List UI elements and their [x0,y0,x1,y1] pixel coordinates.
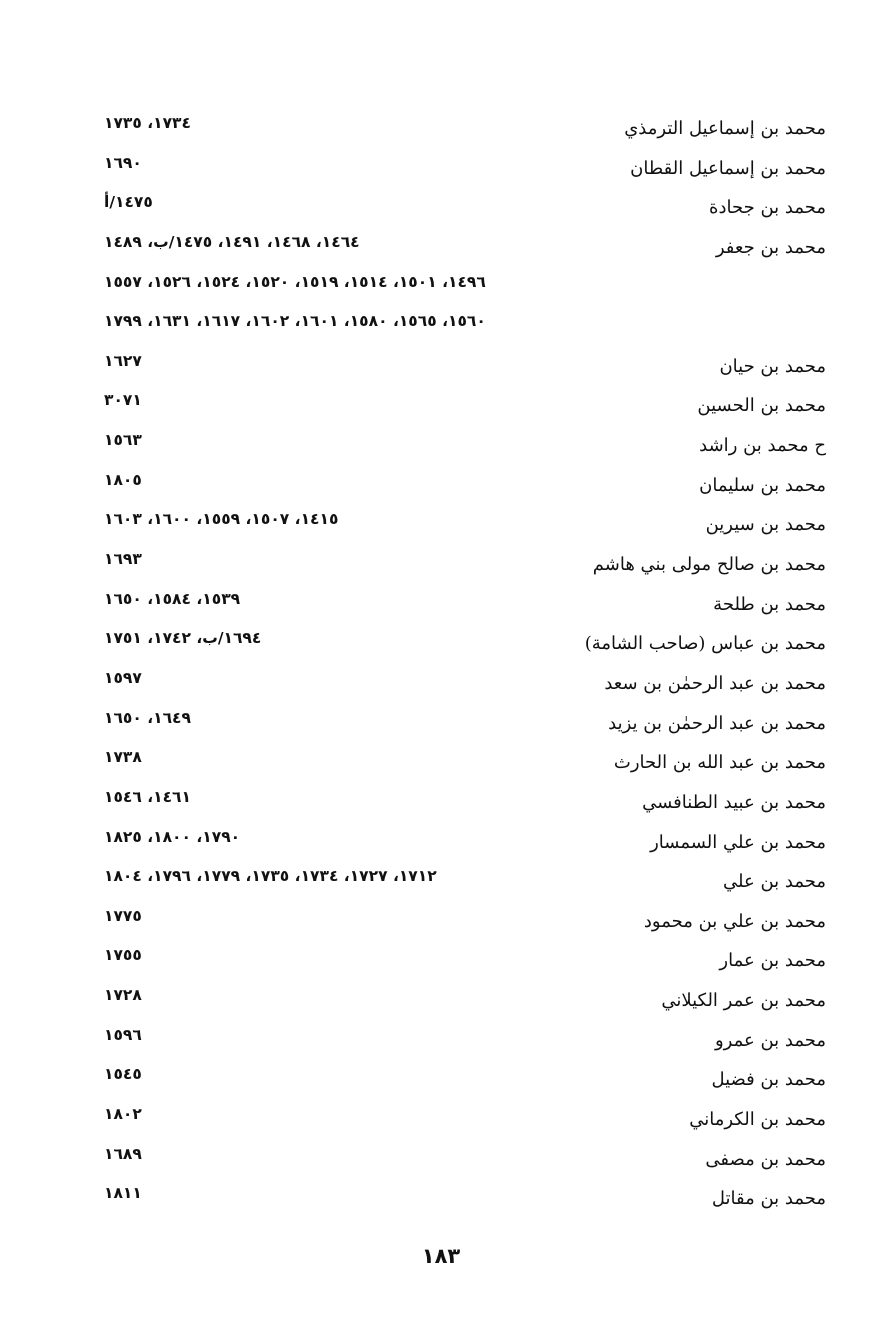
hadith-references: ١٤١٥، ١٥٠٧، ١٥٥٩، ١٦٠٠، ١٦٠٣ [104,510,339,529]
narrator-name: محمد بن الكرماني [689,1109,826,1131]
narrator-name: محمد بن جحادة [709,197,826,219]
hadith-references: ١٧٣٨ [104,748,142,767]
narrator-name: محمد بن عبد الرحمٰن بن سعد [604,672,826,694]
index-entry [104,1061,826,1101]
hadith-references: ١٧٢٨ [104,986,142,1005]
index-entry [104,1101,826,1141]
narrator-name: محمد بن مصفى [705,1148,826,1170]
narrator-name: محمد بن جعفر [715,236,826,258]
index-entry [104,387,826,427]
hadith-references: ١٤٦٤، ١٤٦٨، ١٤٩١، ١٤٧٥/ب، ١٤٨٩ [104,232,360,251]
narrator-name: محمد بن صالح مولى بني هاشم [592,554,826,576]
narrator-name: محمد بن عبد الرحمٰن بن يزيد [608,712,826,734]
index-entry [104,982,826,1022]
page-number: ١٨٣ [421,1244,461,1268]
hadith-references: ١٦٢٧ [104,351,142,370]
index-entry [104,467,826,507]
index-entry [104,269,826,309]
index-entry [104,705,826,745]
narrator-name: محمد بن عبد الله بن الحارث [613,752,826,774]
hadith-references: ١٥٣٩، ١٥٨٤، ١٦٥٠ [104,589,241,608]
narrator-name: محمد بن طلحة [713,593,826,615]
hadith-references: ١٤٦١، ١٥٤٦ [104,787,191,806]
narrator-name: محمد بن عمرو [714,1029,826,1051]
hadith-references: ١٨٠٢ [104,1105,142,1124]
index-entry [104,348,826,388]
hadith-references: ١٧١٢، ١٧٢٧، ١٧٣٤، ١٧٣٥، ١٧٧٩، ١٧٩٦، ١٨٠٤ [104,867,437,886]
index-entry [104,110,826,150]
index-entry [104,229,826,269]
index-entry [104,308,826,348]
narrator-name: محمد بن حيان [719,355,826,377]
index-entry [104,1141,826,1181]
index-entry [104,506,826,546]
hadith-references: ١٥٩٦ [104,1025,142,1044]
hadith-references: ١٨٠٥ [104,470,142,489]
index-entry [104,863,826,903]
index-entry [104,546,826,586]
hadith-references: ١٦٨٩ [104,1144,142,1163]
index-entry [104,784,826,824]
narrator-name: محمد بن عبيد الطنافسي [642,791,826,813]
narrator-name: محمد بن سليمان [699,474,826,496]
narrator-name: محمد بن علي بن محمود [643,910,826,932]
narrator-name: محمد بن مقاتل [711,1188,826,1210]
index-entry [104,150,826,190]
index-entry [104,903,826,943]
index-entry [104,586,826,626]
narrator-name: محمد بن الحسين [697,395,826,417]
narrator-name: ح محمد بن راشد [699,435,826,457]
narrator-name: محمد بن فضيل [711,1069,826,1091]
hadith-references: ١٦٩٣ [104,550,142,569]
hadith-references: ١٥٦٣ [104,431,142,450]
index-list [104,110,826,1220]
narrator-name: محمد بن عباس (صاحب الشامة) [584,633,826,655]
hadith-references: ١٧٣٤، ١٧٣٥ [104,114,191,132]
index-entry [104,1180,826,1220]
hadith-references: ١٧٩٠، ١٨٠٠، ١٨٢٥ [104,827,241,846]
hadith-references: ١٤٧٥/أ [104,193,153,212]
hadith-references: ١٨١١ [104,1184,142,1203]
index-entry [104,427,826,467]
hadith-references: ١٤٩٦، ١٥٠١، ١٥١٤، ١٥١٩، ١٥٢٠، ١٥٢٤، ١٥٢٦، ١٥٥٧ [104,272,486,291]
narrator-name: محمد بن عمار [719,950,826,972]
hadith-references: ١٦٩٤/ب، ١٧٤٢، ١٧٥١ [104,629,262,648]
hadith-references: ١٧٧٥ [104,906,142,925]
narrator-name: محمد بن علي السمسار [650,831,826,853]
narrator-name: محمد بن علي [723,871,826,893]
hadith-references: ١٧٥٥ [104,946,142,965]
hadith-references: ١٥٩٧ [104,668,142,687]
narrator-name: محمد بن إسماعيل القطان [630,157,826,179]
index-entry [104,1022,826,1062]
index-entry [104,189,826,229]
index-entry [104,625,826,665]
narrator-name: محمد بن إسماعيل الترمذي [624,118,826,139]
narrator-name: محمد بن عمر الكيلاني [661,990,826,1012]
narrator-name: محمد بن سيرين [705,514,826,536]
index-entry [104,665,826,705]
hadith-references: ١٦٤٩، ١٦٥٠ [104,708,191,727]
hadith-references: ١٥٤٥ [104,1065,142,1084]
index-entry [104,744,826,784]
index-entry [104,942,826,982]
hadith-references: ١٦٩٠ [104,153,142,172]
index-entry [104,824,826,864]
hadith-references: ١٥٦٠، ١٥٦٥، ١٥٨٠، ١٦٠١، ١٦٠٢، ١٦١٧، ١٦٣١، ١٧٩٩ [104,312,486,331]
hadith-references: ٣٠٧١ [104,391,142,410]
